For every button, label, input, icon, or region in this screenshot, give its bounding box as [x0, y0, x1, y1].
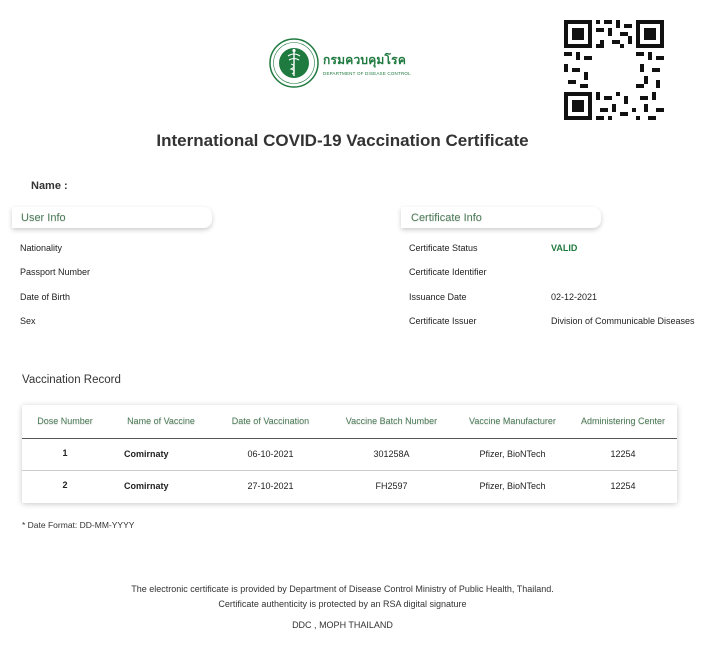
logo-thai-text: กรมควบคุมโรค: [323, 52, 407, 67]
certificate-status-label: Certificate Status: [409, 243, 478, 253]
administering-center-cell: 12254: [569, 438, 677, 470]
qr-code-icon: [564, 20, 664, 120]
vaccination-date-cell: 27-10-2021: [247, 481, 294, 492]
column-header-vaccination-date: Date of Vaccination: [214, 405, 327, 438]
vaccination-record-title: Vaccination Record: [22, 374, 121, 386]
certificate-identifier-label: Certificate Identifier: [409, 267, 487, 277]
administering-center-cell: 12254: [610, 481, 636, 492]
column-header-administering-center: Administering Center: [569, 405, 677, 438]
certificate-status-badge: VALID: [551, 243, 578, 253]
dose-number-cell: 2: [62, 479, 68, 490]
batch-number-cell: FH2597: [375, 481, 408, 492]
user-info-header: [12, 207, 212, 228]
column-header-manufacturer: Vaccine Manufacturer: [456, 405, 569, 438]
certificate-issuer-value: Division of Communicable Diseases: [551, 316, 695, 326]
footer-authenticity-text: Certificate authenticity is protected by an RSA digital signature: [218, 599, 467, 609]
certificate-info-header: [401, 207, 601, 228]
table-row: [22, 438, 677, 470]
vaccine-name-cell: Comirnaty: [108, 438, 214, 470]
issuance-date-value: 02-12-2021: [551, 292, 598, 302]
footer-issuer-text: DDC , MOPH THAILAND: [292, 620, 393, 630]
column-header-batch-number: Vaccine Batch Number: [327, 405, 456, 438]
footer-provider-text: The electronic certificate is provided by Department of Disease Control Ministry of Public Health, Thailand.: [131, 584, 554, 594]
date-format-note: * Date Format: DD-MM-YYYY: [22, 520, 135, 530]
manufacturer-cell: Pfizer, BioNTech: [456, 438, 569, 470]
vaccination-record-table: [22, 405, 677, 503]
name-field: [31, 180, 74, 192]
passport-number-label: Passport Number: [20, 267, 91, 277]
table-header-row: [22, 405, 677, 438]
column-header-vaccine-name: Name of Vaccine: [108, 405, 214, 438]
batch-number-cell: 301258A: [327, 438, 456, 470]
nationality-label: Nationality: [20, 243, 63, 253]
column-header-dose-number: Dose Number: [22, 405, 108, 438]
table-row: [22, 470, 677, 502]
logo-english-text: DEPARTMENT OF DISEASE CONTROL: [323, 70, 411, 76]
vaccine-name-cell: Comirnaty: [124, 481, 169, 492]
ddc-logo: [269, 38, 411, 88]
sex-label: Sex: [20, 316, 36, 326]
date-of-birth-label: Date of Birth: [20, 292, 71, 302]
name-label: Name :: [31, 180, 68, 192]
manufacturer-cell: Pfizer, BioNTech: [479, 481, 546, 492]
certificate-info-header-label: Certificate Info: [411, 212, 482, 224]
user-info-header-label: User Info: [21, 212, 66, 224]
dose-number-cell: 1: [22, 438, 108, 470]
vaccination-date-cell: 06-10-2021: [214, 438, 327, 470]
issuance-date-label: Issuance Date: [409, 292, 467, 302]
certificate-title: International COVID-19 Vaccination Certificate: [156, 131, 529, 150]
ddc-seal-icon: [269, 38, 319, 88]
certificate-issuer-label: Certificate Issuer: [409, 316, 477, 326]
